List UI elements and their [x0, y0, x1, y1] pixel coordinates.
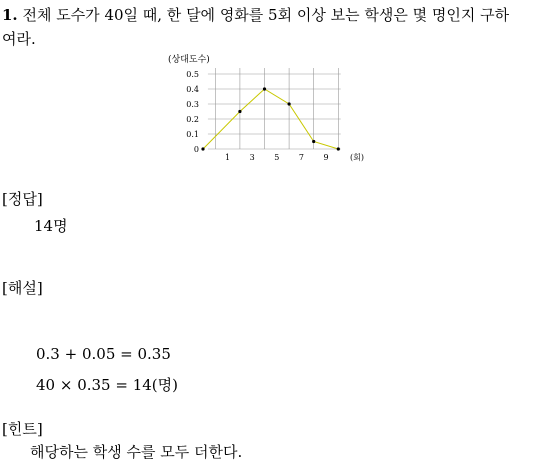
explanation-line2: 40 × 0.35 = 14(명) [36, 376, 178, 394]
y-axis-label: (상대도수) [168, 55, 210, 65]
data-point [312, 140, 315, 143]
explanation-line1: 0.3 + 0.05 = 0.35 [36, 345, 171, 363]
chart-grid [208, 68, 341, 149]
y-tick-label: 0.2 [186, 115, 199, 124]
y-tick-label: 0.5 [186, 70, 199, 79]
x-tick-label: 1 [225, 153, 231, 162]
hint-text: 해당하는 학생 수를 모두 더한다. [30, 443, 243, 461]
x-tick-label: 9 [323, 153, 329, 162]
y-tick-label: 0.1 [186, 130, 199, 139]
chart-tick-labels [186, 70, 328, 162]
answer-heading: [정답] [2, 190, 43, 208]
relative-frequency-polygon-chart [160, 50, 375, 165]
question [2, 3, 532, 51]
data-point [201, 147, 204, 150]
x-axis-unit-label: (회) [350, 153, 364, 162]
data-point [337, 147, 340, 150]
y-tick-label: 0.4 [186, 85, 199, 94]
y-tick-label: 0.3 [186, 100, 199, 109]
data-point [263, 87, 266, 90]
answer-value: 14명 [34, 217, 68, 235]
question-text-line1: 전체 도수가 40일 때, 한 달에 영화를 5회 이상 보는 학생은 몇 명인지 구하 [22, 6, 510, 24]
x-tick-label: 7 [298, 153, 304, 162]
data-point [238, 110, 241, 113]
explanation-heading: [해설] [2, 279, 43, 297]
question-number: 1. [2, 6, 18, 24]
data-point [288, 102, 291, 105]
question-text-line2: 여라. [2, 30, 36, 48]
x-tick-label: 5 [274, 153, 280, 162]
hint-heading: [힌트] [2, 420, 43, 438]
x-tick-label: 3 [249, 153, 255, 162]
y-tick-label: 0 [193, 145, 199, 154]
